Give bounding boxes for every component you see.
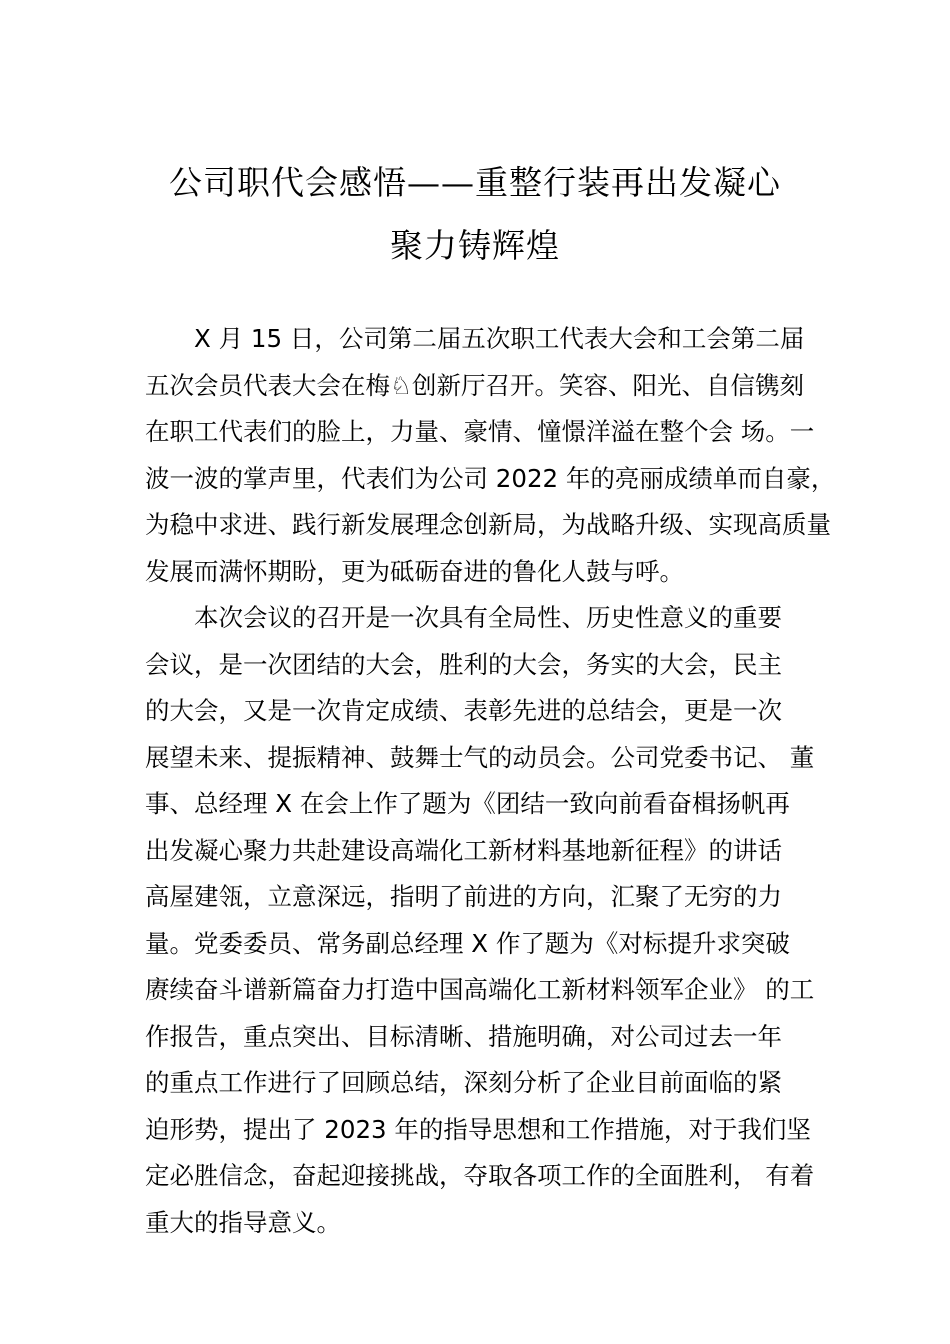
paragraph-line: 定必胜信念，奋起迎接挑战，夺取各项工作的全面胜利， 有着 [145, 1161, 815, 1190]
paragraph-line: X 月 15 日，公司第二届五次职工代表大会和工会第二届 [194, 324, 805, 353]
paragraph-line: 的重点工作进行了回顾总结，深刻分析了企业目前面临的紧 [145, 1068, 782, 1097]
paragraph-2 [145, 595, 835, 1246]
paragraph-line: 发展而满怀期盼，更为砥砺奋进的鲁化人鼓与呼。 [145, 556, 684, 586]
paragraph-line: 为稳中求进、践行新发展理念创新局，为战略升级、实现高质量 [145, 510, 831, 539]
paragraph-line: 出发凝心聚力共赴建设高端化工新材料基地新征程》的讲话 [145, 835, 782, 865]
paragraph-line: 迫形势，提出了 2023 年的指导思想和工作措施，对于我们坚 [145, 1114, 811, 1144]
paragraph-line: 高屋建瓴，立意深远，指明了前进的方向，汇聚了无穷的力 [145, 882, 782, 911]
paragraph-line: 五次会员代表大会在梅♘创新厅召开。笑容、阳光、自信镌刻 [145, 370, 804, 400]
paragraph-line: 本次会议的召开是一次具有全局性、历史性意义的重要 [194, 603, 782, 632]
document-title-line-1: 公司职代会感悟——重整行装再出发凝心 [169, 163, 781, 202]
paragraph-line: 赓续奋斗谱新篇奋力打造中国高端化工新材料领军企业》 的工 [145, 975, 815, 1004]
paragraph-line: 在职工代表们的脸上，力量、豪情、憧憬洋溢在整个会 场。一 [145, 417, 815, 446]
paragraph-1 [145, 316, 835, 595]
paragraph-line: 作报告，重点突出、目标清晰、措施明确，对公司过去一年 [145, 1021, 782, 1051]
paragraph-line: 展望未来、提振精神、鼓舞士气的动员会。公司党委书记、 董 [145, 742, 815, 772]
document-body [145, 316, 835, 1246]
paragraph-line: 的大会，又是一次肯定成绩、表彰先进的总结会，更是一次 [145, 696, 782, 725]
document-title-line-2: 聚力铸辉煌 [390, 226, 560, 265]
paragraph-line: 量。党委委员、常务副总经理 X 作了题为《对标提升求突破 [145, 928, 790, 958]
paragraph-line: 会议，是一次团结的大会，胜利的大会，务实的大会，民主 [145, 649, 782, 679]
paragraph-line: 重大的指导意义。 [145, 1207, 341, 1237]
paragraph-line: 波一波的掌声里，代表们为公司 2022 年的亮丽成绩单而自豪， [145, 463, 835, 493]
paragraph-line: 事、总经理 X 在会上作了题为《团结一致向前看奋楫扬帆再 [145, 789, 790, 818]
